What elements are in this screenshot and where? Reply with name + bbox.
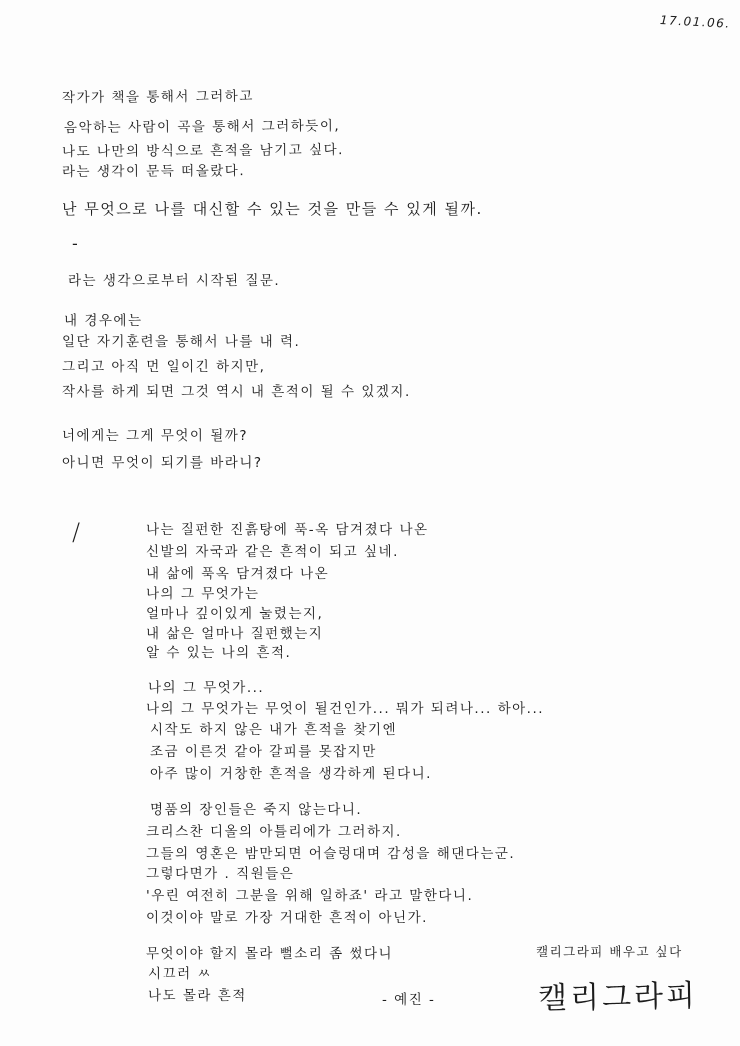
poem-s2-line-4: 조금 이른것 같아 갈피를 못잡지만 <box>150 744 377 760</box>
intro-line-2: 음악하는 사람이 곡을 통해서 그러하듯이, <box>63 118 341 136</box>
intro-line-1: 작가가 책을 통해서 그러하고 <box>61 88 254 106</box>
intro-line-3: 나도 나만의 방식으로 흔적을 남기고 싶다. <box>61 142 344 160</box>
poem-s1-line-2: 신발의 자국과 같은 흔적이 되고 싶네. <box>146 544 399 560</box>
poem-s4-line-2: 시끄러 ㅆ <box>148 966 212 982</box>
poem-s2-line-3: 시작도 하지 않은 내가 흔적을 찾기엔 <box>150 722 398 738</box>
poem-s1-line-7: 알 수 있는 나의 흔적. <box>146 645 292 661</box>
poem-s2-line-2: 나의 그 무엇가는 무엇이 될건인가... 뭐가 되려나... 하아... <box>146 701 545 717</box>
case-line-1: 내 경우에는 <box>64 313 143 329</box>
poem-s1-line-4: 나의 그 무엇가는 <box>146 586 260 602</box>
poem-s2-line-5: 아주 많이 거창한 흔적을 생각하게 된다니. <box>150 766 432 782</box>
case-line-2: 일단 자기훈련을 통해서 나를 내 력. <box>62 334 301 350</box>
poem-signoff: - 예진 - <box>382 992 436 1008</box>
poem-s1-line-6: 내 삶은 얼마나 질펀했는지 <box>146 626 324 642</box>
poem-s4-line-1: 무엇이야 할지 몰라 뻘소리 좀 썼다니 <box>146 946 394 962</box>
intro-line-4: 라는 생각이 문득 떠올랐다. <box>61 163 246 180</box>
poem-s3-line-6: 이것이야 말로 가장 거대한 흔적이 아닌가. <box>146 910 428 926</box>
date: 17.01.06. <box>659 13 732 31</box>
intro-question: 난 무엇으로 나를 대신할 수 있는 것을 만들 수 있게 될까. <box>62 200 483 218</box>
intro-dash: - <box>72 234 80 253</box>
poem-s4-line-3: 나도 몰라 흔적 <box>148 988 247 1004</box>
poem-s3-line-4: 그렇다면가 . 직원들은 <box>146 866 295 882</box>
case-line-3: 그리고 아직 먼 일이긴 하지만, <box>62 359 266 375</box>
poem-s2-line-1: 나의 그 무엇가... <box>148 680 265 696</box>
poem-s1-line-3: 내 삶에 푹옥 담겨졌다 나온 <box>146 566 330 582</box>
question-2: 아니면 무엇이 되기를 바라니? <box>62 455 263 471</box>
poem-s3-line-5: '우린 여전히 그분을 위해 일하죠' 라고 말한다니. <box>146 888 474 904</box>
case-line-4: 작사를 하게 되면 그것 역시 내 흔적이 될 수 있겠지. <box>62 384 411 400</box>
poem-slash: / <box>72 518 82 546</box>
side-note: 캘리그라피 배우고 싶다 <box>536 944 683 959</box>
poem-s1-line-5: 얼마나 깊이있게 눌렸는지, <box>146 606 324 622</box>
intro-after: 라는 생각으로부터 시작된 질문. <box>68 273 281 289</box>
poem-s3-line-1: 명품의 장인들은 죽지 않는다니. <box>150 802 363 818</box>
poem-s1-line-1: 나는 질펀한 진흙탕에 푹-옥 담겨졌다 나온 <box>146 522 429 538</box>
poem-s3-line-3: 그들의 영혼은 밤만되면 어슬렁대며 감성을 해댄다는군. <box>146 846 516 862</box>
calligraphy-signature: 캘리그라피 <box>537 978 699 1017</box>
poem-s3-line-2: 크리스찬 디올의 아틀리에가 그러하지. <box>146 824 402 840</box>
question-1: 너에게는 그게 무엇이 될까? <box>62 428 248 444</box>
